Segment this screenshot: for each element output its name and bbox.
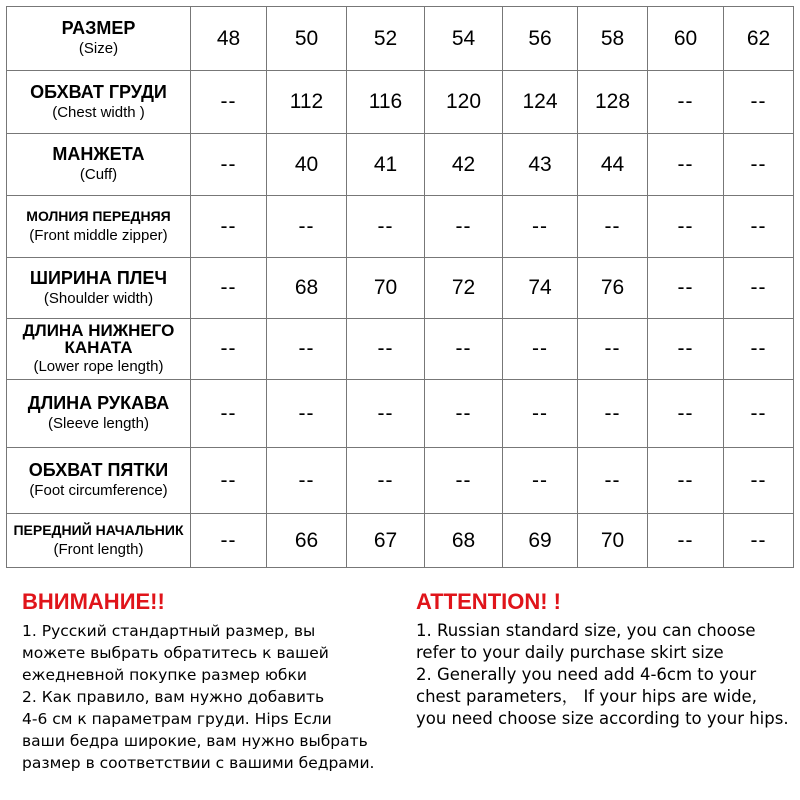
attention-note-en <box>416 588 800 730</box>
value-cell: 43 <box>503 134 578 196</box>
value-cell: 68 <box>267 258 347 319</box>
size-cell: 48 <box>191 7 267 71</box>
value-cell: 74 <box>503 258 578 319</box>
sleeve-length-row <box>7 380 794 448</box>
size-cell: 56 <box>503 7 578 71</box>
row-label <box>7 258 191 319</box>
row-label-ru: МАНЖЕТА <box>52 144 145 164</box>
value-cell: 124 <box>503 71 578 134</box>
row-label-en: (Front middle zipper) <box>29 227 168 244</box>
value-cell: -- <box>648 71 724 134</box>
value-cell: -- <box>267 448 347 514</box>
value-cell: -- <box>191 71 267 134</box>
value-cell: -- <box>503 196 578 258</box>
row-label-ru: ПЕРЕДНИЙ НАЧАЛЬНИК <box>13 522 184 538</box>
value-cell: -- <box>578 448 648 514</box>
row-label-ru: ОБХВАТ ГРУДИ <box>30 81 167 102</box>
lower-rope-length-row <box>7 319 794 380</box>
front-zipper-row <box>7 196 794 258</box>
value-cell: -- <box>425 196 503 258</box>
value-cell: -- <box>648 448 724 514</box>
value-cell: -- <box>191 134 267 196</box>
size-cell: 62 <box>724 7 794 71</box>
value-cell: -- <box>191 196 267 258</box>
note-line: размер в соответствии с вашими бедрами. <box>22 754 375 772</box>
row-label-ru: ОБХВАТ ПЯТКИ <box>28 460 169 480</box>
value-cell: -- <box>347 319 425 380</box>
value-cell: -- <box>724 134 794 196</box>
row-label-ru: МОЛНИЯ ПЕРЕДНЯЯ <box>26 208 171 224</box>
value-cell: 120 <box>425 71 503 134</box>
size-cell: 54 <box>425 7 503 71</box>
note-line: 1. Russian standard size, you can choose <box>416 621 756 640</box>
chest-width-row <box>7 71 794 134</box>
value-cell: -- <box>648 319 724 380</box>
value-cell: 68 <box>425 514 503 568</box>
value-cell: -- <box>724 514 794 568</box>
size-cell: 58 <box>578 7 648 71</box>
size-cell: 60 <box>648 7 724 71</box>
value-cell: -- <box>724 319 794 380</box>
value-cell: -- <box>724 258 794 319</box>
front-length-row <box>7 514 794 568</box>
note-line: ваши бедра широкие, вам нужно выбрать <box>22 732 368 750</box>
row-label-en: (Shoulder width) <box>43 289 154 307</box>
value-cell: -- <box>724 448 794 514</box>
row-label-en: (Lower rope length) <box>33 358 164 375</box>
row-label-en: (Foot circumference) <box>29 482 168 499</box>
row-label <box>7 448 191 514</box>
row-label-ru: ШИРИНА ПЛЕЧ <box>29 267 168 288</box>
value-cell: 116 <box>347 71 425 134</box>
attention-title-ru: ВНИМАНИЕ!! <box>22 589 165 614</box>
note-line: refer to your daily purchase skirt size <box>416 643 724 662</box>
value-cell: -- <box>191 514 267 568</box>
size-cell: 52 <box>347 7 425 71</box>
value-cell: 44 <box>578 134 648 196</box>
value-cell: -- <box>503 319 578 380</box>
value-cell: -- <box>648 196 724 258</box>
value-cell: -- <box>503 380 578 448</box>
value-cell: -- <box>191 380 267 448</box>
row-label-en: (Front length) <box>53 541 144 558</box>
value-cell: -- <box>425 448 503 514</box>
value-cell: 41 <box>347 134 425 196</box>
row-label <box>7 514 191 568</box>
value-cell: -- <box>648 258 724 319</box>
value-cell: -- <box>503 448 578 514</box>
value-cell: -- <box>724 196 794 258</box>
size-chart-table <box>6 6 794 568</box>
value-cell: -- <box>267 196 347 258</box>
note-line: chest parameters， If your hips are wide, <box>416 687 757 706</box>
row-label <box>7 319 191 380</box>
value-cell: -- <box>425 319 503 380</box>
value-cell: 69 <box>503 514 578 568</box>
value-cell: -- <box>347 448 425 514</box>
attention-note-ru <box>22 588 412 774</box>
row-label-ru: ДЛИНА РУКАВА <box>27 393 170 413</box>
row-label-ru: ДЛИНА НИЖНЕГО КАНАТА <box>22 321 175 357</box>
value-cell: 40 <box>267 134 347 196</box>
shoulder-width-row <box>7 258 794 319</box>
note-line: you need choose size according to your hips. <box>416 709 789 728</box>
size-cell: 50 <box>267 7 347 71</box>
value-cell: -- <box>347 196 425 258</box>
value-cell: 76 <box>578 258 648 319</box>
row-label <box>7 196 191 258</box>
value-cell: 42 <box>425 134 503 196</box>
note-line: 2. Generally you need add 4-6cm to your <box>416 665 757 684</box>
value-cell: -- <box>724 380 794 448</box>
value-cell: 112 <box>267 71 347 134</box>
note-line: можете выбрать обратитесь к вашей <box>22 644 329 662</box>
value-cell: -- <box>425 380 503 448</box>
cuff-row <box>7 134 794 196</box>
value-cell: -- <box>578 380 648 448</box>
note-line: ежедневной покупке размер юбки <box>22 666 307 684</box>
value-cell: -- <box>648 380 724 448</box>
note-line: 2. Как правило, вам нужно добавить <box>22 688 325 706</box>
note-line: 4-6 см к параметрам груди. Hips Если <box>22 710 332 728</box>
attention-title-en: ATTENTION! ! <box>416 589 562 614</box>
header-label-ru: РАЗМЕР <box>61 18 136 38</box>
value-cell: 70 <box>578 514 648 568</box>
value-cell: 128 <box>578 71 648 134</box>
value-cell: -- <box>267 319 347 380</box>
value-cell: 70 <box>347 258 425 319</box>
foot-circumference-row <box>7 448 794 514</box>
row-label <box>7 380 191 448</box>
value-cell: -- <box>267 380 347 448</box>
note-line: 1. Русский стандартный размер, вы <box>22 622 316 640</box>
header-label-en: (Size) <box>78 40 119 57</box>
value-cell: -- <box>648 134 724 196</box>
value-cell: -- <box>191 319 267 380</box>
value-cell: -- <box>648 514 724 568</box>
value-cell: 66 <box>267 514 347 568</box>
value-cell: 67 <box>347 514 425 568</box>
row-label-en: (Cuff) <box>79 166 118 183</box>
value-cell: -- <box>578 319 648 380</box>
value-cell: -- <box>578 196 648 258</box>
row-label-en: (Sleeve length) <box>48 415 149 432</box>
row-label <box>7 134 191 196</box>
row-label-en: (Chest width ) <box>52 103 145 121</box>
size-header-row <box>7 7 794 71</box>
value-cell: -- <box>347 380 425 448</box>
value-cell: -- <box>724 71 794 134</box>
value-cell: -- <box>191 448 267 514</box>
row-label <box>7 71 191 134</box>
value-cell: -- <box>191 258 267 319</box>
size-header-cell <box>7 7 191 71</box>
value-cell: 72 <box>425 258 503 319</box>
